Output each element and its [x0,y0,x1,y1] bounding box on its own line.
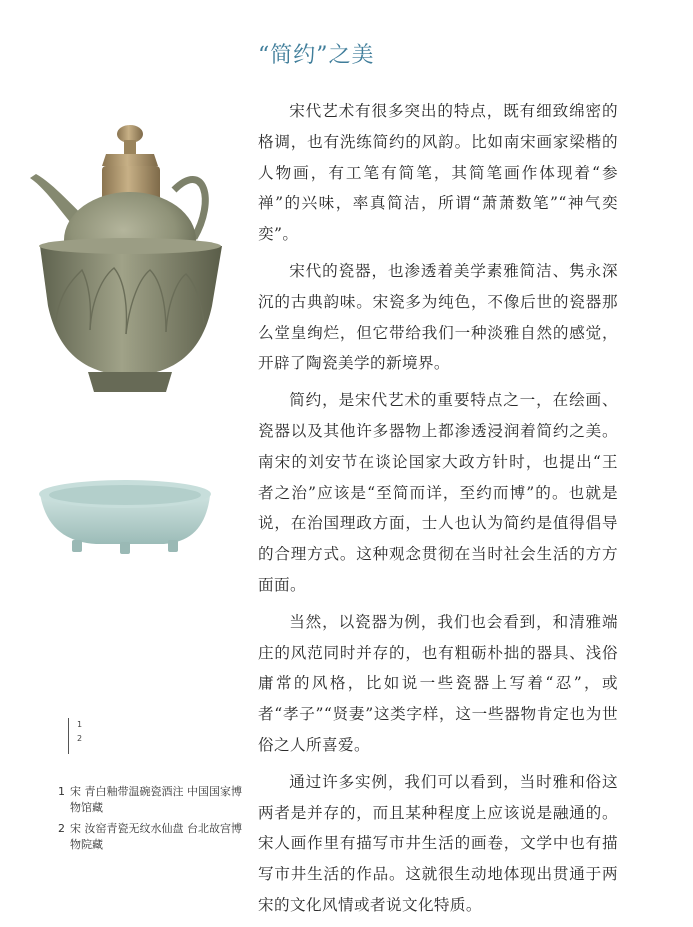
page-title: “简约”之美 [258,43,375,68]
figure-captions [58,784,242,858]
figure-marker: 1 [77,720,83,729]
caption-number: 1 [58,785,65,798]
paragraph: 宋代的瓷器，也渗透着美学素雅简洁、隽永深沉的古典韵味。宋瓷多为纯色，不像后世的瓷器那么堂皇绚烂，但它带给我们一种淡雅自然的感觉，开辟了陶瓷美学的新境界。 [258,261,618,373]
paragraph: 宋代艺术有很多突出的特点，既有细致绵密的格调，也有洗练简约的风韵。比如南宋画家梁楷的人物画，有工笔有简笔，其简笔画作体现着“参禅”的兴味，率真简洁，所谓“萧萧数笔”“神气奕奕”。 [258,102,618,244]
caption-item [58,821,242,853]
paragraph: 简约，是宋代艺术的重要特点之一，在绘画、瓷器以及其他许多器物上都渗透浸润着简约之美。南宋的刘安节在谈论国家大政方针时，也提出“王者之治”应该是“至简而详，至约而博”的。也就是说，在治国理政方面，士人也认为简约是值得倡导的合理方式。这种观念贯彻在当时社会生活的方方面面。 [258,391,618,594]
paragraph: 当然，以瓷器为例，我们也会看到，和清雅端庄的风范同时并存的，也有粗砺朴拙的器具、浅俗庸常的风格，比如说一些瓷器上写着“忍”，或者“孝子”“贤妻”这类字样，这一些器物肯定也为世俗之人所喜爱。 [258,612,618,754]
paragraph: 通过许多实例，我们可以看到，当时雅和俗这两者是并存的，而且某种程度上应该说是融通的。宋人画作里有描写市井生活的画卷，文学中也有描写市井生活的作品。这就很生动地体现出贯通于两宋的文化风情或者说文化特质。 [258,772,618,914]
article-body [258,96,618,927]
caption-item [58,784,242,816]
caption-text: 宋 汝窑青瓷无纹水仙盘 台北故宫博物院藏 [70,822,242,851]
caption-text: 宋 青白釉带温碗瓷酒注 中国国家博物馆藏 [70,785,242,814]
figure-markers [68,718,82,754]
narcissus-basin-image [36,476,214,560]
ewer-with-warming-bowl-image [26,120,230,402]
figure-marker: 2 [77,734,83,743]
caption-number: 2 [58,822,65,835]
